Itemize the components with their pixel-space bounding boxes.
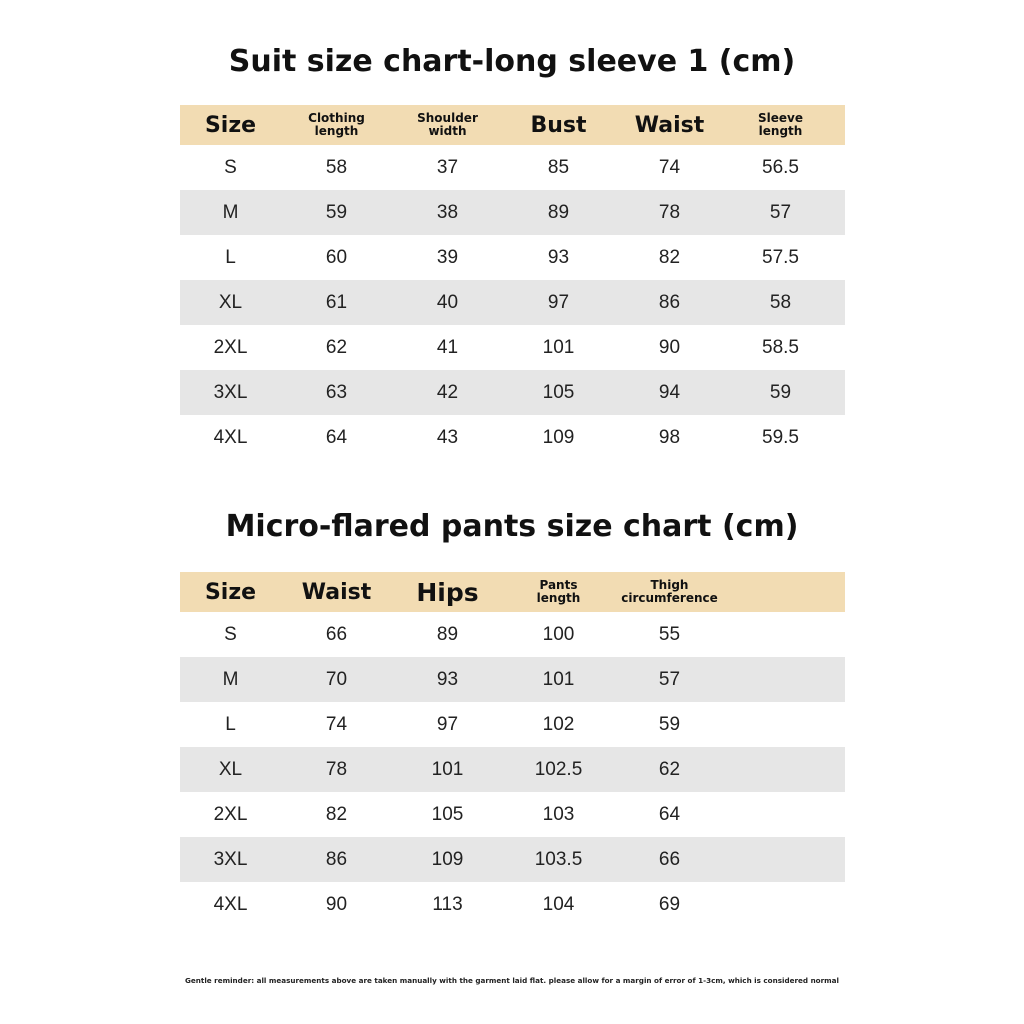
size-cell: M bbox=[222, 201, 239, 223]
measurement-cell: 93 bbox=[436, 668, 459, 690]
measurement-cell: 113 bbox=[432, 893, 463, 915]
size-cell: 4XL bbox=[213, 426, 248, 448]
header-sleeve-length: Sleeve length bbox=[758, 111, 803, 138]
measurement-cell: 86 bbox=[658, 291, 681, 313]
size-cell: XL bbox=[218, 758, 243, 780]
measurement-cell: 98 bbox=[658, 426, 681, 448]
table-header-row bbox=[180, 105, 845, 145]
pants-size-chart-title: Micro-flared pants size chart (cm) bbox=[225, 509, 799, 544]
size-cell: L bbox=[225, 713, 236, 735]
size-cell: 3XL bbox=[213, 848, 248, 870]
header-hips: Hips bbox=[416, 577, 479, 607]
header-bust: Bust bbox=[530, 112, 587, 138]
measurement-cell: 64 bbox=[658, 803, 681, 825]
table-header-row bbox=[180, 572, 845, 612]
measurement-cell: 40 bbox=[436, 291, 459, 313]
table-row bbox=[180, 882, 845, 927]
table-row bbox=[180, 190, 845, 235]
header-shoulder-width: Shoulder width bbox=[417, 111, 478, 138]
measurement-cell: 70 bbox=[325, 668, 348, 690]
measurement-cell: 105 bbox=[542, 381, 575, 403]
measurement-cell: 57 bbox=[769, 201, 792, 223]
measurement-cell: 64 bbox=[325, 426, 348, 448]
size-cell: S bbox=[224, 623, 237, 645]
size-cell: 4XL bbox=[213, 893, 248, 915]
measurement-cell: 60 bbox=[325, 246, 348, 268]
measurement-cell: 63 bbox=[325, 381, 348, 403]
measurement-cell: 89 bbox=[436, 623, 459, 645]
measurement-cell: 57.5 bbox=[762, 246, 799, 268]
table-row bbox=[180, 657, 845, 702]
measurement-cell: 89 bbox=[547, 201, 570, 223]
suit-table-body bbox=[180, 145, 845, 460]
table-row bbox=[180, 235, 845, 280]
measurement-cell: 90 bbox=[325, 893, 348, 915]
measurement-cell: 109 bbox=[542, 426, 575, 448]
measurement-cell: 38 bbox=[436, 201, 459, 223]
size-cell: S bbox=[224, 156, 237, 178]
measurement-cell: 69 bbox=[658, 893, 681, 915]
measurement-cell: 104 bbox=[542, 893, 575, 915]
measurement-cell: 94 bbox=[658, 381, 681, 403]
measurement-cell: 103.5 bbox=[534, 848, 583, 870]
table-row bbox=[180, 370, 845, 415]
suit-size-table bbox=[180, 105, 845, 460]
suit-size-chart-title: Suit size chart-long sleeve 1 (cm) bbox=[228, 44, 796, 79]
measurement-cell: 93 bbox=[547, 246, 570, 268]
measurement-cell: 105 bbox=[431, 803, 464, 825]
measurement-cell: 85 bbox=[547, 156, 570, 178]
table-row bbox=[180, 612, 845, 657]
table-row bbox=[180, 837, 845, 882]
measurement-cell: 82 bbox=[658, 246, 681, 268]
measurement-cell: 101 bbox=[542, 336, 575, 358]
measurement-cell: 59.5 bbox=[762, 426, 799, 448]
measurement-cell: 103 bbox=[542, 803, 575, 825]
size-cell: 2XL bbox=[213, 336, 248, 358]
measurement-cell: 58.5 bbox=[762, 336, 799, 358]
measurement-cell: 66 bbox=[658, 848, 681, 870]
measurement-cell: 86 bbox=[325, 848, 348, 870]
measurement-cell: 61 bbox=[325, 291, 348, 313]
measurement-cell: 109 bbox=[431, 848, 464, 870]
header-pants-length: Pants length bbox=[536, 578, 581, 605]
measurement-cell: 74 bbox=[658, 156, 681, 178]
measurement-cell: 37 bbox=[436, 156, 459, 178]
measurement-cell: 58 bbox=[769, 291, 792, 313]
measurement-reminder: Gentle reminder: all measurements above are taken manually with the garment laid flat. please allow for a margin of error of 1-3cm, which is considered normal bbox=[185, 976, 839, 985]
measurement-cell: 102.5 bbox=[534, 758, 583, 780]
table-row bbox=[180, 145, 845, 190]
header-waist: Waist bbox=[301, 579, 372, 605]
measurement-cell: 39 bbox=[436, 246, 459, 268]
measurement-cell: 59 bbox=[325, 201, 348, 223]
table-row bbox=[180, 792, 845, 837]
header-thigh-circumference: Thigh circumference bbox=[621, 578, 718, 605]
table-row bbox=[180, 415, 845, 460]
measurement-cell: 74 bbox=[325, 713, 348, 735]
table-row bbox=[180, 747, 845, 792]
size-cell: XL bbox=[218, 291, 243, 313]
header-size: Size bbox=[204, 579, 257, 605]
measurement-cell: 97 bbox=[436, 713, 459, 735]
header-waist: Waist bbox=[634, 112, 705, 138]
measurement-cell: 59 bbox=[769, 381, 792, 403]
header-clothing-length: Clothing length bbox=[308, 111, 365, 138]
measurement-cell: 101 bbox=[542, 668, 575, 690]
measurement-cell: 101 bbox=[431, 758, 464, 780]
header-size: Size bbox=[204, 112, 257, 138]
measurement-cell: 66 bbox=[325, 623, 348, 645]
measurement-cell: 59 bbox=[658, 713, 681, 735]
size-cell: L bbox=[225, 246, 236, 268]
table-row bbox=[180, 280, 845, 325]
measurement-cell: 97 bbox=[547, 291, 570, 313]
measurement-cell: 42 bbox=[436, 381, 459, 403]
table-row bbox=[180, 325, 845, 370]
size-cell: 2XL bbox=[213, 803, 248, 825]
measurement-cell: 82 bbox=[325, 803, 348, 825]
measurement-cell: 56.5 bbox=[762, 156, 799, 178]
measurement-cell: 100 bbox=[542, 623, 575, 645]
measurement-cell: 58 bbox=[325, 156, 348, 178]
pants-table-body bbox=[180, 612, 845, 927]
measurement-cell: 78 bbox=[325, 758, 348, 780]
measurement-cell: 102 bbox=[542, 713, 575, 735]
measurement-cell: 57 bbox=[658, 668, 681, 690]
measurement-cell: 62 bbox=[658, 758, 681, 780]
measurement-cell: 78 bbox=[658, 201, 681, 223]
measurement-cell: 55 bbox=[658, 623, 681, 645]
size-cell: 3XL bbox=[213, 381, 248, 403]
size-cell: M bbox=[222, 668, 239, 690]
pants-size-table bbox=[180, 572, 845, 927]
measurement-cell: 41 bbox=[436, 336, 459, 358]
measurement-cell: 62 bbox=[325, 336, 348, 358]
table-row bbox=[180, 702, 845, 747]
measurement-cell: 90 bbox=[658, 336, 681, 358]
measurement-cell: 43 bbox=[436, 426, 459, 448]
